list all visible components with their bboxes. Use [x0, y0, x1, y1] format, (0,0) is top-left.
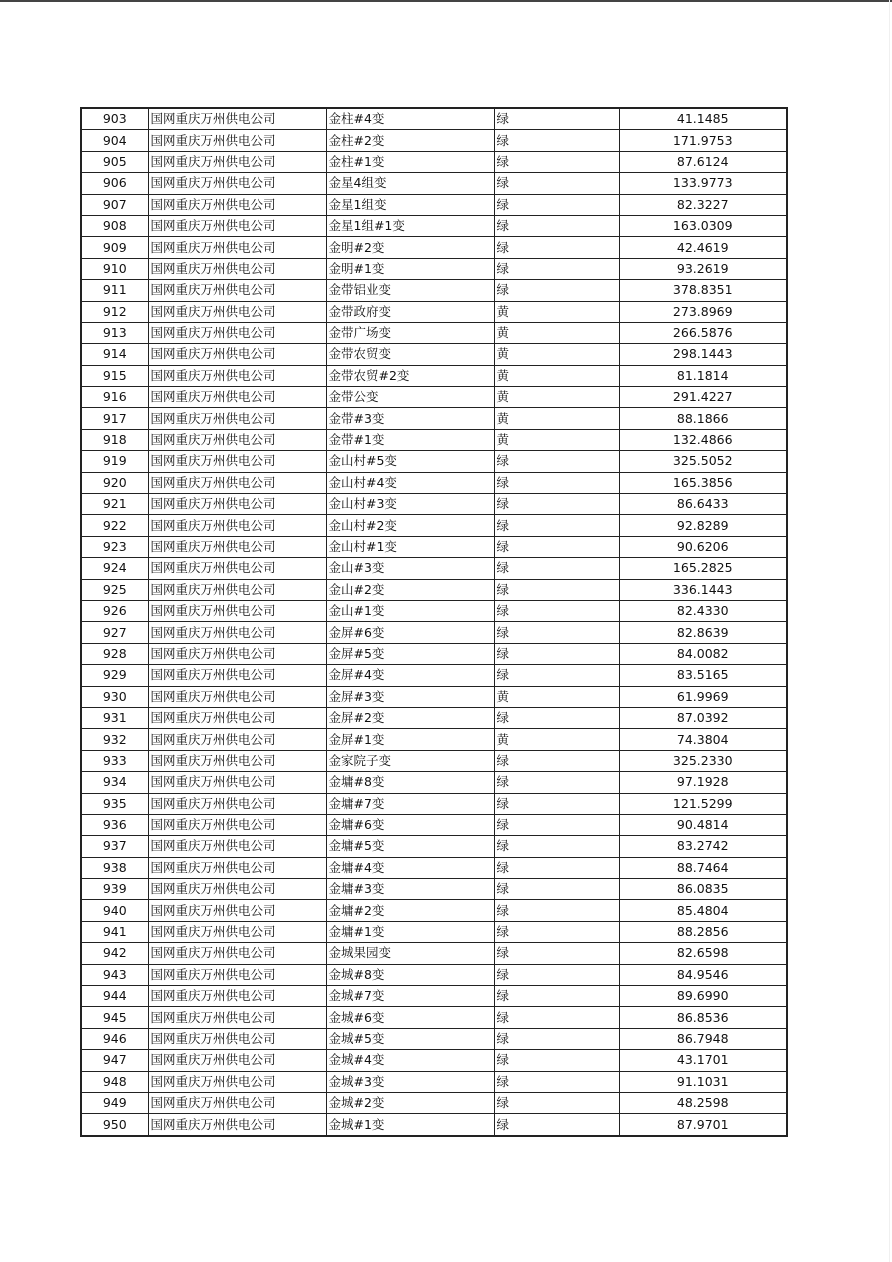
row-number-cell: 908 — [81, 215, 148, 236]
value-cell: 61.9969 — [619, 686, 787, 707]
company-cell: 国网重庆万州供电公司 — [148, 108, 326, 130]
company-cell: 国网重庆万州供电公司 — [148, 194, 326, 215]
table-row — [81, 643, 787, 664]
row-number-cell: 937 — [81, 836, 148, 857]
status-cell: 黄 — [494, 729, 619, 750]
value-cell: 291.4227 — [619, 387, 787, 408]
table-row — [81, 622, 787, 643]
station-name-cell: 金带农贸#2变 — [326, 365, 494, 386]
company-cell: 国网重庆万州供电公司 — [148, 387, 326, 408]
value-cell: 41.1485 — [619, 108, 787, 130]
table-row — [81, 750, 787, 771]
value-cell: 88.2856 — [619, 921, 787, 942]
value-cell: 88.1866 — [619, 408, 787, 429]
company-cell: 国网重庆万州供电公司 — [148, 1050, 326, 1071]
row-number-cell: 919 — [81, 451, 148, 472]
table-row — [81, 900, 787, 921]
company-cell: 国网重庆万州供电公司 — [148, 408, 326, 429]
station-name-cell: 金城#4变 — [326, 1050, 494, 1071]
row-number-cell: 923 — [81, 536, 148, 557]
row-number-cell: 946 — [81, 1028, 148, 1049]
status-cell: 绿 — [494, 1050, 619, 1071]
station-name-cell: 金城#2变 — [326, 1092, 494, 1113]
status-cell: 绿 — [494, 772, 619, 793]
row-number-cell: 909 — [81, 237, 148, 258]
station-name-cell: 金城#1变 — [326, 1114, 494, 1136]
table-row — [81, 344, 787, 365]
company-cell: 国网重庆万州供电公司 — [148, 921, 326, 942]
station-name-cell: 金城#8变 — [326, 964, 494, 985]
status-cell: 黄 — [494, 322, 619, 343]
row-number-cell: 907 — [81, 194, 148, 215]
company-cell: 国网重庆万州供电公司 — [148, 579, 326, 600]
company-cell: 国网重庆万州供电公司 — [148, 986, 326, 1007]
row-number-cell: 935 — [81, 793, 148, 814]
table-row — [81, 665, 787, 686]
status-cell: 绿 — [494, 1071, 619, 1092]
company-cell: 国网重庆万州供电公司 — [148, 772, 326, 793]
table-row — [81, 365, 787, 386]
value-cell: 87.0392 — [619, 707, 787, 728]
value-cell: 86.8536 — [619, 1007, 787, 1028]
value-cell: 83.5165 — [619, 665, 787, 686]
table-row — [81, 151, 787, 172]
station-name-cell: 金墉#8变 — [326, 772, 494, 793]
status-cell: 绿 — [494, 258, 619, 279]
company-cell: 国网重庆万州供电公司 — [148, 1071, 326, 1092]
table-row — [81, 408, 787, 429]
value-cell: 90.4814 — [619, 814, 787, 835]
table-row — [81, 472, 787, 493]
station-name-cell: 金带公变 — [326, 387, 494, 408]
row-number-cell: 917 — [81, 408, 148, 429]
station-name-cell: 金墉#3变 — [326, 879, 494, 900]
company-cell: 国网重庆万州供电公司 — [148, 643, 326, 664]
status-cell: 绿 — [494, 215, 619, 236]
station-name-cell: 金带广场变 — [326, 322, 494, 343]
company-cell: 国网重庆万州供电公司 — [148, 536, 326, 557]
status-cell: 绿 — [494, 750, 619, 771]
table-row — [81, 130, 787, 151]
company-cell: 国网重庆万州供电公司 — [148, 1028, 326, 1049]
station-name-cell: 金墉#2变 — [326, 900, 494, 921]
value-cell: 92.8289 — [619, 515, 787, 536]
row-number-cell: 905 — [81, 151, 148, 172]
company-cell: 国网重庆万州供电公司 — [148, 344, 326, 365]
value-cell: 97.1928 — [619, 772, 787, 793]
value-cell: 273.8969 — [619, 301, 787, 322]
value-cell: 298.1443 — [619, 344, 787, 365]
table-row — [81, 173, 787, 194]
value-cell: 83.2742 — [619, 836, 787, 857]
status-cell: 黄 — [494, 365, 619, 386]
value-cell: 82.3227 — [619, 194, 787, 215]
station-name-cell: 金带#3变 — [326, 408, 494, 429]
table-row — [81, 686, 787, 707]
value-cell: 336.1443 — [619, 579, 787, 600]
value-cell: 87.6124 — [619, 151, 787, 172]
status-cell: 绿 — [494, 900, 619, 921]
row-number-cell: 927 — [81, 622, 148, 643]
status-cell: 黄 — [494, 686, 619, 707]
status-cell: 绿 — [494, 173, 619, 194]
data-table — [80, 107, 788, 1137]
station-name-cell: 金屏#6变 — [326, 622, 494, 643]
page-top-border — [0, 0, 892, 2]
table-row — [81, 1028, 787, 1049]
station-name-cell: 金屏#1变 — [326, 729, 494, 750]
status-cell: 绿 — [494, 1028, 619, 1049]
value-cell: 325.2330 — [619, 750, 787, 771]
status-cell: 绿 — [494, 964, 619, 985]
station-name-cell: 金明#2变 — [326, 237, 494, 258]
station-name-cell: 金山#1变 — [326, 600, 494, 621]
station-name-cell: 金带#1变 — [326, 429, 494, 450]
value-cell: 163.0309 — [619, 215, 787, 236]
company-cell: 国网重庆万州供电公司 — [148, 707, 326, 728]
value-cell: 84.9546 — [619, 964, 787, 985]
value-cell: 86.7948 — [619, 1028, 787, 1049]
row-number-cell: 924 — [81, 558, 148, 579]
row-number-cell: 925 — [81, 579, 148, 600]
value-cell: 86.0835 — [619, 879, 787, 900]
table-row — [81, 1092, 787, 1113]
row-number-cell: 934 — [81, 772, 148, 793]
status-cell: 绿 — [494, 986, 619, 1007]
status-cell: 绿 — [494, 793, 619, 814]
value-cell: 165.3856 — [619, 472, 787, 493]
station-name-cell: 金山村#2变 — [326, 515, 494, 536]
status-cell: 绿 — [494, 151, 619, 172]
station-name-cell: 金屏#3变 — [326, 686, 494, 707]
row-number-cell: 918 — [81, 429, 148, 450]
station-name-cell: 金带铝业变 — [326, 280, 494, 301]
status-cell: 绿 — [494, 943, 619, 964]
company-cell: 国网重庆万州供电公司 — [148, 173, 326, 194]
value-cell: 88.7464 — [619, 857, 787, 878]
value-cell: 82.8639 — [619, 622, 787, 643]
row-number-cell: 922 — [81, 515, 148, 536]
company-cell: 国网重庆万州供电公司 — [148, 600, 326, 621]
status-cell: 绿 — [494, 280, 619, 301]
table-row — [81, 836, 787, 857]
station-name-cell: 金山村#3变 — [326, 494, 494, 515]
value-cell: 121.5299 — [619, 793, 787, 814]
company-cell: 国网重庆万州供电公司 — [148, 280, 326, 301]
station-name-cell: 金山村#5变 — [326, 451, 494, 472]
station-name-cell: 金墉#4变 — [326, 857, 494, 878]
table-row — [81, 108, 787, 130]
status-cell: 绿 — [494, 494, 619, 515]
value-cell: 91.1031 — [619, 1071, 787, 1092]
value-cell: 74.3804 — [619, 729, 787, 750]
table-row — [81, 215, 787, 236]
value-cell: 82.6598 — [619, 943, 787, 964]
table-row — [81, 194, 787, 215]
row-number-cell: 916 — [81, 387, 148, 408]
table-row — [81, 943, 787, 964]
status-cell: 绿 — [494, 237, 619, 258]
value-cell: 87.9701 — [619, 1114, 787, 1136]
company-cell: 国网重庆万州供电公司 — [148, 237, 326, 258]
status-cell: 绿 — [494, 857, 619, 878]
value-cell: 132.4866 — [619, 429, 787, 450]
status-cell: 绿 — [494, 1114, 619, 1136]
company-cell: 国网重庆万州供电公司 — [148, 879, 326, 900]
company-cell: 国网重庆万州供电公司 — [148, 558, 326, 579]
row-number-cell: 913 — [81, 322, 148, 343]
company-cell: 国网重庆万州供电公司 — [148, 322, 326, 343]
company-cell: 国网重庆万州供电公司 — [148, 964, 326, 985]
value-cell: 42.4619 — [619, 237, 787, 258]
station-name-cell: 金柱#4变 — [326, 108, 494, 130]
value-cell: 84.0082 — [619, 643, 787, 664]
company-cell: 国网重庆万州供电公司 — [148, 494, 326, 515]
table-row — [81, 814, 787, 835]
station-name-cell: 金星4组变 — [326, 173, 494, 194]
company-cell: 国网重庆万州供电公司 — [148, 130, 326, 151]
station-name-cell: 金星1组变 — [326, 194, 494, 215]
table-row — [81, 237, 787, 258]
row-number-cell: 939 — [81, 879, 148, 900]
company-cell: 国网重庆万州供电公司 — [148, 836, 326, 857]
table-row — [81, 280, 787, 301]
table-row — [81, 1071, 787, 1092]
value-cell: 85.4804 — [619, 900, 787, 921]
station-name-cell: 金山村#1变 — [326, 536, 494, 557]
row-number-cell: 940 — [81, 900, 148, 921]
status-cell: 黄 — [494, 344, 619, 365]
station-name-cell: 金屏#4变 — [326, 665, 494, 686]
value-cell: 93.2619 — [619, 258, 787, 279]
status-cell: 黄 — [494, 408, 619, 429]
station-name-cell: 金墉#1变 — [326, 921, 494, 942]
status-cell: 绿 — [494, 451, 619, 472]
row-number-cell: 933 — [81, 750, 148, 771]
status-cell: 绿 — [494, 600, 619, 621]
value-cell: 90.6206 — [619, 536, 787, 557]
status-cell: 绿 — [494, 622, 619, 643]
status-cell: 绿 — [494, 108, 619, 130]
row-number-cell: 942 — [81, 943, 148, 964]
company-cell: 国网重庆万州供电公司 — [148, 301, 326, 322]
table-row — [81, 1050, 787, 1071]
table-row — [81, 964, 787, 985]
row-number-cell: 945 — [81, 1007, 148, 1028]
station-name-cell: 金山村#4变 — [326, 472, 494, 493]
station-name-cell: 金墉#5变 — [326, 836, 494, 857]
company-cell: 国网重庆万州供电公司 — [148, 451, 326, 472]
status-cell: 绿 — [494, 536, 619, 557]
status-cell: 绿 — [494, 1007, 619, 1028]
row-number-cell: 931 — [81, 707, 148, 728]
status-cell: 绿 — [494, 130, 619, 151]
value-cell: 171.9753 — [619, 130, 787, 151]
station-name-cell: 金墉#6变 — [326, 814, 494, 835]
row-number-cell: 903 — [81, 108, 148, 130]
company-cell: 国网重庆万州供电公司 — [148, 365, 326, 386]
table-row — [81, 921, 787, 942]
status-cell: 绿 — [494, 515, 619, 536]
table-row — [81, 429, 787, 450]
station-name-cell: 金城#5变 — [326, 1028, 494, 1049]
station-name-cell: 金柱#2变 — [326, 130, 494, 151]
value-cell: 48.2598 — [619, 1092, 787, 1113]
value-cell: 133.9773 — [619, 173, 787, 194]
row-number-cell: 943 — [81, 964, 148, 985]
station-name-cell: 金明#1变 — [326, 258, 494, 279]
company-cell: 国网重庆万州供电公司 — [148, 622, 326, 643]
page-right-edge — [889, 0, 890, 1262]
company-cell: 国网重庆万州供电公司 — [148, 258, 326, 279]
row-number-cell: 932 — [81, 729, 148, 750]
company-cell: 国网重庆万州供电公司 — [148, 900, 326, 921]
row-number-cell: 944 — [81, 986, 148, 1007]
table-row — [81, 1114, 787, 1136]
row-number-cell: 920 — [81, 472, 148, 493]
table-row — [81, 515, 787, 536]
company-cell: 国网重庆万州供电公司 — [148, 1092, 326, 1113]
table-row — [81, 707, 787, 728]
row-number-cell: 938 — [81, 857, 148, 878]
station-name-cell: 金柱#1变 — [326, 151, 494, 172]
table-row — [81, 322, 787, 343]
table-row — [81, 857, 787, 878]
table-row — [81, 600, 787, 621]
status-cell: 绿 — [494, 921, 619, 942]
status-cell: 绿 — [494, 879, 619, 900]
company-cell: 国网重庆万州供电公司 — [148, 729, 326, 750]
row-number-cell: 914 — [81, 344, 148, 365]
company-cell: 国网重庆万州供电公司 — [148, 429, 326, 450]
table-body — [81, 108, 787, 1136]
table-row — [81, 494, 787, 515]
table-row — [81, 301, 787, 322]
value-cell: 89.6990 — [619, 986, 787, 1007]
row-number-cell: 910 — [81, 258, 148, 279]
station-name-cell: 金墉#7变 — [326, 793, 494, 814]
value-cell: 81.1814 — [619, 365, 787, 386]
station-name-cell: 金城#3变 — [326, 1071, 494, 1092]
table-row — [81, 986, 787, 1007]
status-cell: 绿 — [494, 579, 619, 600]
station-name-cell: 金山#2变 — [326, 579, 494, 600]
row-number-cell: 929 — [81, 665, 148, 686]
status-cell: 绿 — [494, 665, 619, 686]
row-number-cell: 921 — [81, 494, 148, 515]
station-name-cell: 金城#7变 — [326, 986, 494, 1007]
status-cell: 绿 — [494, 194, 619, 215]
row-number-cell: 911 — [81, 280, 148, 301]
status-cell: 绿 — [494, 836, 619, 857]
company-cell: 国网重庆万州供电公司 — [148, 1007, 326, 1028]
value-cell: 43.1701 — [619, 1050, 787, 1071]
row-number-cell: 947 — [81, 1050, 148, 1071]
station-name-cell: 金屏#5变 — [326, 643, 494, 664]
status-cell: 黄 — [494, 301, 619, 322]
row-number-cell: 904 — [81, 130, 148, 151]
station-name-cell: 金带政府变 — [326, 301, 494, 322]
station-name-cell: 金星1组#1变 — [326, 215, 494, 236]
status-cell: 绿 — [494, 1092, 619, 1113]
row-number-cell: 912 — [81, 301, 148, 322]
company-cell: 国网重庆万州供电公司 — [148, 857, 326, 878]
status-cell: 黄 — [494, 429, 619, 450]
row-number-cell: 950 — [81, 1114, 148, 1136]
company-cell: 国网重庆万州供电公司 — [148, 151, 326, 172]
table-row — [81, 558, 787, 579]
row-number-cell: 928 — [81, 643, 148, 664]
row-number-cell: 926 — [81, 600, 148, 621]
table-row — [81, 451, 787, 472]
status-cell: 绿 — [494, 814, 619, 835]
table-row — [81, 879, 787, 900]
company-cell: 国网重庆万州供电公司 — [148, 215, 326, 236]
row-number-cell: 941 — [81, 921, 148, 942]
table-row — [81, 1007, 787, 1028]
company-cell: 国网重庆万州供电公司 — [148, 793, 326, 814]
status-cell: 绿 — [494, 707, 619, 728]
status-cell: 绿 — [494, 472, 619, 493]
value-cell: 378.8351 — [619, 280, 787, 301]
table-row — [81, 536, 787, 557]
company-cell: 国网重庆万州供电公司 — [148, 750, 326, 771]
company-cell: 国网重庆万州供电公司 — [148, 1114, 326, 1136]
company-cell: 国网重庆万州供电公司 — [148, 686, 326, 707]
value-cell: 86.6433 — [619, 494, 787, 515]
table-row — [81, 793, 787, 814]
table-row — [81, 729, 787, 750]
row-number-cell: 906 — [81, 173, 148, 194]
company-cell: 国网重庆万州供电公司 — [148, 943, 326, 964]
station-name-cell: 金屏#2变 — [326, 707, 494, 728]
value-cell: 266.5876 — [619, 322, 787, 343]
status-cell: 绿 — [494, 643, 619, 664]
status-cell: 绿 — [494, 558, 619, 579]
row-number-cell: 930 — [81, 686, 148, 707]
row-number-cell: 948 — [81, 1071, 148, 1092]
station-name-cell: 金城#6变 — [326, 1007, 494, 1028]
station-name-cell: 金城果园变 — [326, 943, 494, 964]
table-row — [81, 772, 787, 793]
table-row — [81, 258, 787, 279]
company-cell: 国网重庆万州供电公司 — [148, 472, 326, 493]
company-cell: 国网重庆万州供电公司 — [148, 814, 326, 835]
station-name-cell: 金带农贸变 — [326, 344, 494, 365]
status-cell: 黄 — [494, 387, 619, 408]
row-number-cell: 936 — [81, 814, 148, 835]
table-row — [81, 579, 787, 600]
station-name-cell: 金山#3变 — [326, 558, 494, 579]
row-number-cell: 949 — [81, 1092, 148, 1113]
value-cell: 165.2825 — [619, 558, 787, 579]
company-cell: 国网重庆万州供电公司 — [148, 515, 326, 536]
row-number-cell: 915 — [81, 365, 148, 386]
station-name-cell: 金家院子变 — [326, 750, 494, 771]
company-cell: 国网重庆万州供电公司 — [148, 665, 326, 686]
value-cell: 325.5052 — [619, 451, 787, 472]
table-row — [81, 387, 787, 408]
value-cell: 82.4330 — [619, 600, 787, 621]
